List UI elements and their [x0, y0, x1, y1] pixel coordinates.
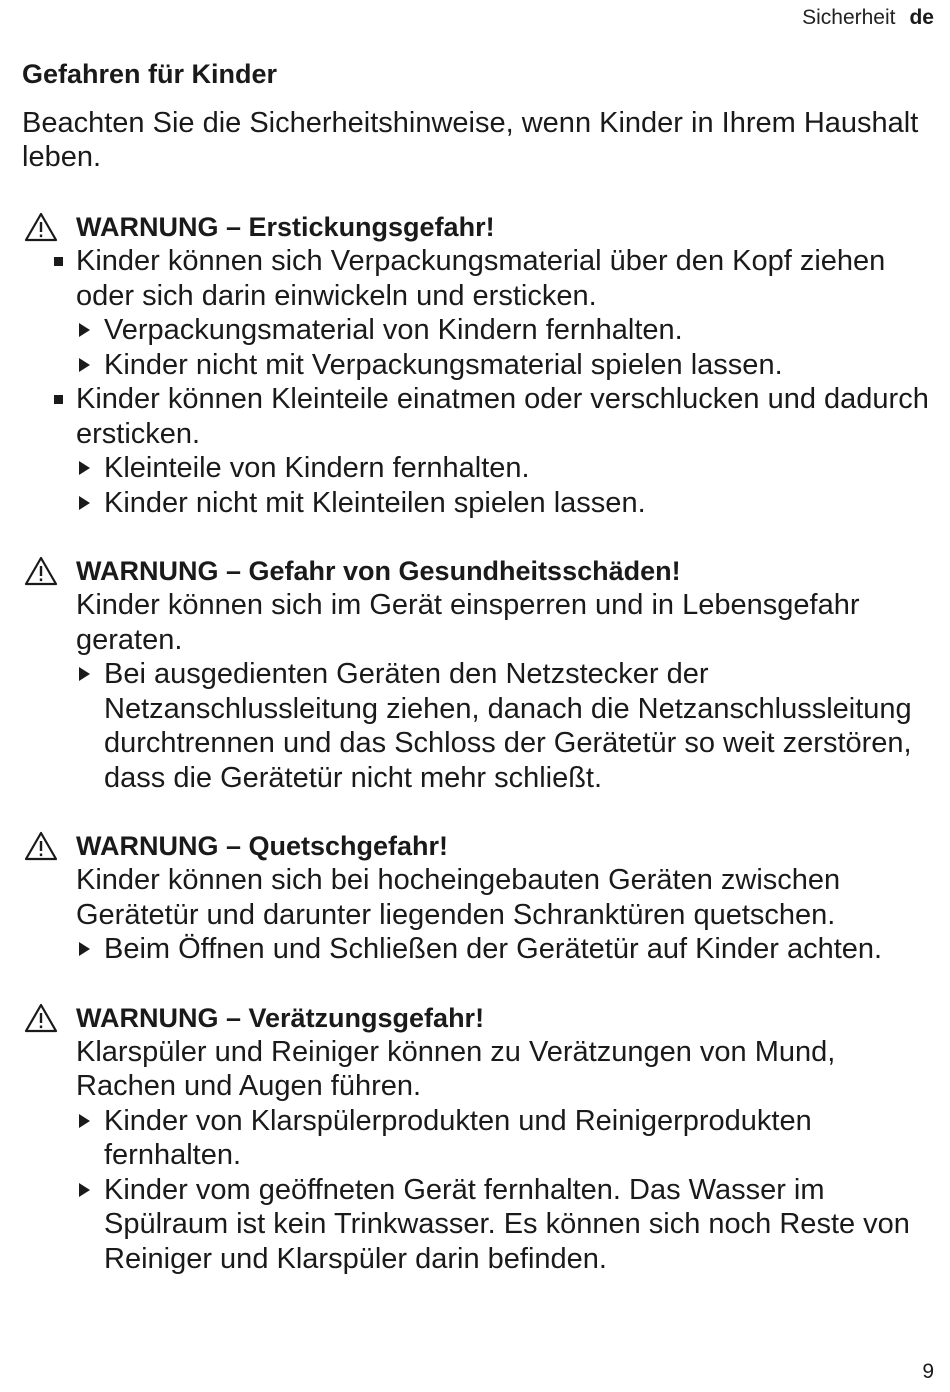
intro-text: Beachten Sie die Sicherheitshinweise, wenn Kinder in Ihrem Haushalt leben.: [22, 107, 919, 173]
arrow-bullet-icon: [79, 323, 90, 337]
bullet-text: Kinder können sich Verpackungsmaterial über den Kopf ziehen oder sich darin einwickeln und ersticken.: [76, 245, 886, 312]
action-text: Beim Öffnen und Schließen der Gerätetür auf Kinder achten.: [104, 933, 883, 965]
language-code: de: [909, 6, 934, 29]
warning-title: [22, 1001, 937, 1035]
arrow-bullet-icon: [79, 496, 90, 510]
warning-title: [22, 829, 937, 863]
warning-title-text: WARNUNG – Quetschgefahr!: [76, 831, 449, 861]
warning-text: Kinder können sich im Gerät einsperren und in Lebensgefahr geraten.: [76, 589, 860, 656]
arrow-bullet-icon: [79, 461, 90, 475]
warning-block-choking: [22, 210, 937, 520]
page-heading: Gefahren für Kinder: [22, 59, 278, 89]
section-name: Sicherheit: [802, 6, 896, 29]
arrow-bullet-icon: [79, 1183, 90, 1197]
arrow-bullet-icon: [79, 667, 90, 681]
page-content: [22, 56, 937, 1310]
arrow-bullet-icon: [79, 358, 90, 372]
action-item: [22, 1104, 937, 1173]
warning-block-chemical-burn: [22, 1001, 937, 1277]
action-item: [22, 486, 937, 521]
warning-title-text: WARNUNG – Gefahr von Gesundheitsschäden!: [76, 556, 681, 586]
warning-text: Kinder können sich bei hocheingebauten Geräten zwischen Gerätetür und darunter liegenden Schranktüren quetschen.: [76, 864, 841, 931]
warning-triangle-icon: [24, 556, 58, 586]
action-item: [22, 451, 937, 486]
action-text: Kinder von Klarspülerprodukten und Reinigerprodukten fernhalten.: [104, 1104, 812, 1171]
action-item: [22, 313, 937, 348]
square-bullet-icon: [54, 257, 63, 266]
action-text: Kinder nicht mit Verpackungsmaterial spielen lassen.: [104, 348, 783, 381]
action-item: [22, 657, 937, 795]
warning-title: [22, 554, 937, 588]
warning-text: Klarspüler und Reiniger können zu Verätzungen von Mund, Rachen und Augen führen.: [76, 1035, 836, 1102]
action-text: Kinder nicht mit Kleinteilen spielen lassen.: [104, 486, 646, 519]
square-bullet-icon: [54, 395, 63, 404]
list-item: [22, 382, 937, 451]
arrow-bullet-icon: [79, 942, 90, 956]
action-text: Kinder vom geöffneten Gerät fernhalten. Das Wasser im Spülraum ist kein Trinkwasser. Es können sich noch Reste von Reiniger und Klarspüler darin befinden.: [104, 1173, 910, 1275]
warning-triangle-icon: [24, 1003, 58, 1033]
warning-triangle-icon: [24, 831, 58, 861]
running-header: [802, 6, 934, 30]
action-item: [22, 932, 937, 967]
warning-triangle-icon: [24, 212, 58, 242]
action-text: Kleinteile von Kindern fernhalten.: [104, 452, 530, 484]
page-number: 9: [922, 1360, 934, 1383]
action-item: [22, 348, 937, 383]
action-item: [22, 1173, 937, 1277]
warning-block-health: [22, 554, 937, 795]
warning-title: [22, 210, 937, 244]
warning-title-text: WARNUNG – Erstickungsgefahr!: [76, 212, 495, 242]
warning-title-text: WARNUNG – Verätzungsgefahr!: [76, 1002, 485, 1033]
warning-block-crushing: [22, 829, 937, 967]
action-text: Verpackungsmaterial von Kindern fernhalten.: [104, 314, 683, 346]
bullet-text: Kinder können Kleinteile einatmen oder verschlucken und dadurch ersticken.: [76, 383, 929, 450]
arrow-bullet-icon: [79, 1114, 90, 1128]
action-text: Bei ausgedienten Geräten den Netzstecker der Netzanschlussleitung ziehen, danach die Netzanschlussleitung durchtrennen und das Schloss der Gerätetür so weit zerstören, dass die Gerätetür nicht mehr schließt.: [104, 658, 912, 794]
list-item: [22, 244, 937, 313]
